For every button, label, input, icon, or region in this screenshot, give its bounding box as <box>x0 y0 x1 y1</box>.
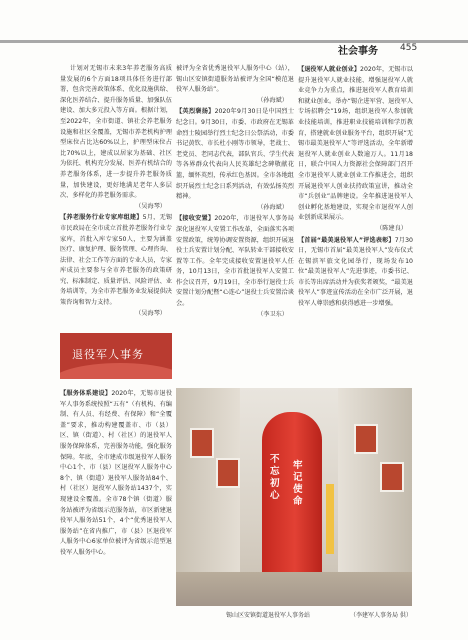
banner-title: 退役军人事务 <box>72 348 144 361</box>
byline: （孙海斌） <box>257 203 288 211</box>
section-heading <box>298 65 413 224</box>
heading-text: 【接收安置】 <box>176 215 215 223</box>
photo-caption: 锡山区安镇街道退役军人事务站 <box>226 612 311 619</box>
heading-text: 【服务体系建设】 <box>60 390 112 397</box>
photo-wall-frame <box>190 428 214 458</box>
banner-wave <box>60 363 172 379</box>
section-heading <box>176 107 294 202</box>
paragraph: 2020年9月30日是中国烈士纪念日。9月30日，市委、市政府在无锡革命烈士陵园举行烈士纪念日公祭活动，市委书记黄钦、市长杜小刚等市领导，老战士、老党员、老同志代表，部队官兵、学生代表等各界群众代表向人民英雄纪念碑敬献花篮，缅怀英烈，传承红色基因。全市各地组织开展烈士纪念日系列活动，有效弘扬英烈精神。 <box>176 108 294 201</box>
paragraph: 7月30日，无锡市首届“最美退役军人”发布仪式在锡滨军旅文化园举行，现场发布10位“最美退役军人”先进事迹，市委书记、市长等出席活动并为获奖者颁奖，“最美退役军人”事迹宣传活动在全市广泛开展，退役军人尊崇感和获得感进一步增强。 <box>298 236 413 308</box>
header-rule <box>0 40 468 43</box>
byline: （吴海琴） <box>135 202 166 210</box>
photo-flag-banner <box>326 484 334 554</box>
byline: （孙海斌） <box>257 96 288 104</box>
column-left-top <box>60 64 172 324</box>
red-pillar <box>262 412 322 578</box>
section-heading <box>298 236 413 310</box>
photo-wall-frame <box>354 424 378 454</box>
exhibition-photo <box>176 388 412 606</box>
section-title: 社会事务 <box>338 46 378 57</box>
section-heading <box>60 389 172 559</box>
photo-credit: （李建军人事务局 供） <box>350 612 412 619</box>
paragraph: 5月，无锡市民政局在全市成立首批养老服务行业专家库，首批入库专家50人，主要为涵盖医疗、康复护理、服务管理、心理咨询、法律、社会工作等方面的专业人员，专家库成员主要参与全市养老服务的政策研究、标准制定、质量评估、风险评估、业务培训等，为全市养老服务业发展提供决策咨询和智力支持。 <box>60 214 172 307</box>
paragraph: 被评为全省优秀退役军人服务中心（站），锡山区安镇街道服务站被评为全国“模范退役军人服务站”。 <box>176 65 294 94</box>
paragraph: 2020年，无锡市以提升退役军人就业技能、增强退役军人就业竞争力为重点，推进退役军人教育培训和就业创业。举办“锡企进军营、退役军人专场招聘会”19场，组织退役军人参加就业技能培训，推进职业技能培训和学历教育，搭建就业创业服务平台，组织开展“无锡市最美退役军人”等评选活动，全年新增退役军人就业创业人数逾万人。11月18日，联合中国人力资源社会保障部门召开全市退役军人就业创业工作推进会，组织开展退役军人创业扶持政策宣讲，推动全市“兵创业”品牌建设。全年推进退役军人创业孵化基地建设，实现全市退役军人创业创新成果展示。 <box>298 66 413 222</box>
page-number: 455 <box>400 43 418 53</box>
section-banner <box>60 333 172 379</box>
pillar-slogan-2: 牢记使命 <box>293 460 303 507</box>
photo-wall-frame <box>380 462 404 492</box>
paragraph: 2020年，市退役军人事务局深化退役军人安置工作改革，全面落实各项安置政策，统筹协调安置资源，组织开展退役士兵安置计划分配、军队转业干部接收安置等工作。全年完成接收安置退役军人任务，10月13日，全市首批退役军人安置工作会议召开，9月19日，全市举行退役士兵安置计划分配暨“心连心”退役士兵安置洽谈会。 <box>176 215 294 308</box>
photo-wall-frame <box>216 458 240 488</box>
column-left-bottom <box>60 388 172 620</box>
heading-text: 【退役军人就业创业】 <box>298 66 361 73</box>
section-heading <box>60 213 172 308</box>
byline: （陈建良） <box>376 224 407 232</box>
byline: （李卫东） <box>257 310 288 318</box>
heading-text: 【英烈褒扬】 <box>176 108 215 116</box>
section-heading <box>176 214 294 309</box>
photo-floor <box>176 572 412 606</box>
heading-text: 【首届“最美退役军人”评选表彰】 <box>298 236 395 244</box>
paragraph: 计划对无锡市未来3年养老服务高质量发展的6个方面18项具体任务进行部署，包含完善政策体系、优化设施供给、深化医养结合、提升服务质量、加强队伍建设、加大多元投入等方面。根据计划，至2022年，全市街道、镇社会养老服务设施和社区全覆盖，无锡市养老机构护理型床位占比达60%以上，护理型床位占比70%以上，建成以居家为基础、社区为依托、机构充分发展、医养有机结合的养老服务体系，进一步提升养老服务质量，加快建设，更好地满足老年人多层次、多样化的养老服务需求。 <box>60 65 172 200</box>
paragraph: 2020年，无锡市退役军人事务系统按照“五有”（有机构、有编制、有人员、有经费、有保障）和“全覆盖”要求，推动构建覆盖市、市（县）区、镇（街道）、村（社区）的退役军人服务保障体系，完善服务功能，强化服务保障。年底，全市建成市级退役军人服务中心1个、市（县）区退役军人服务中心8个、镇（街道）退役军人服务站84个、村（社区）退役军人服务站1437个，实现建设全覆盖。全市78个镇（街道）服务站被评为省级示范服务站，市区新建退役军人服务站51个，4个“优秀退役军人服务站”在省内推广，市（县）区退役军人服务中心6家单位被评为省级示范型退役军人服务中心。 <box>60 390 172 556</box>
column-middle <box>176 64 294 384</box>
byline: （吴海琴） <box>135 309 166 317</box>
pillar-slogan-1: 不忘初心 <box>270 454 280 501</box>
heading-text: 【养老服务行业专家库组建】 <box>60 214 143 222</box>
